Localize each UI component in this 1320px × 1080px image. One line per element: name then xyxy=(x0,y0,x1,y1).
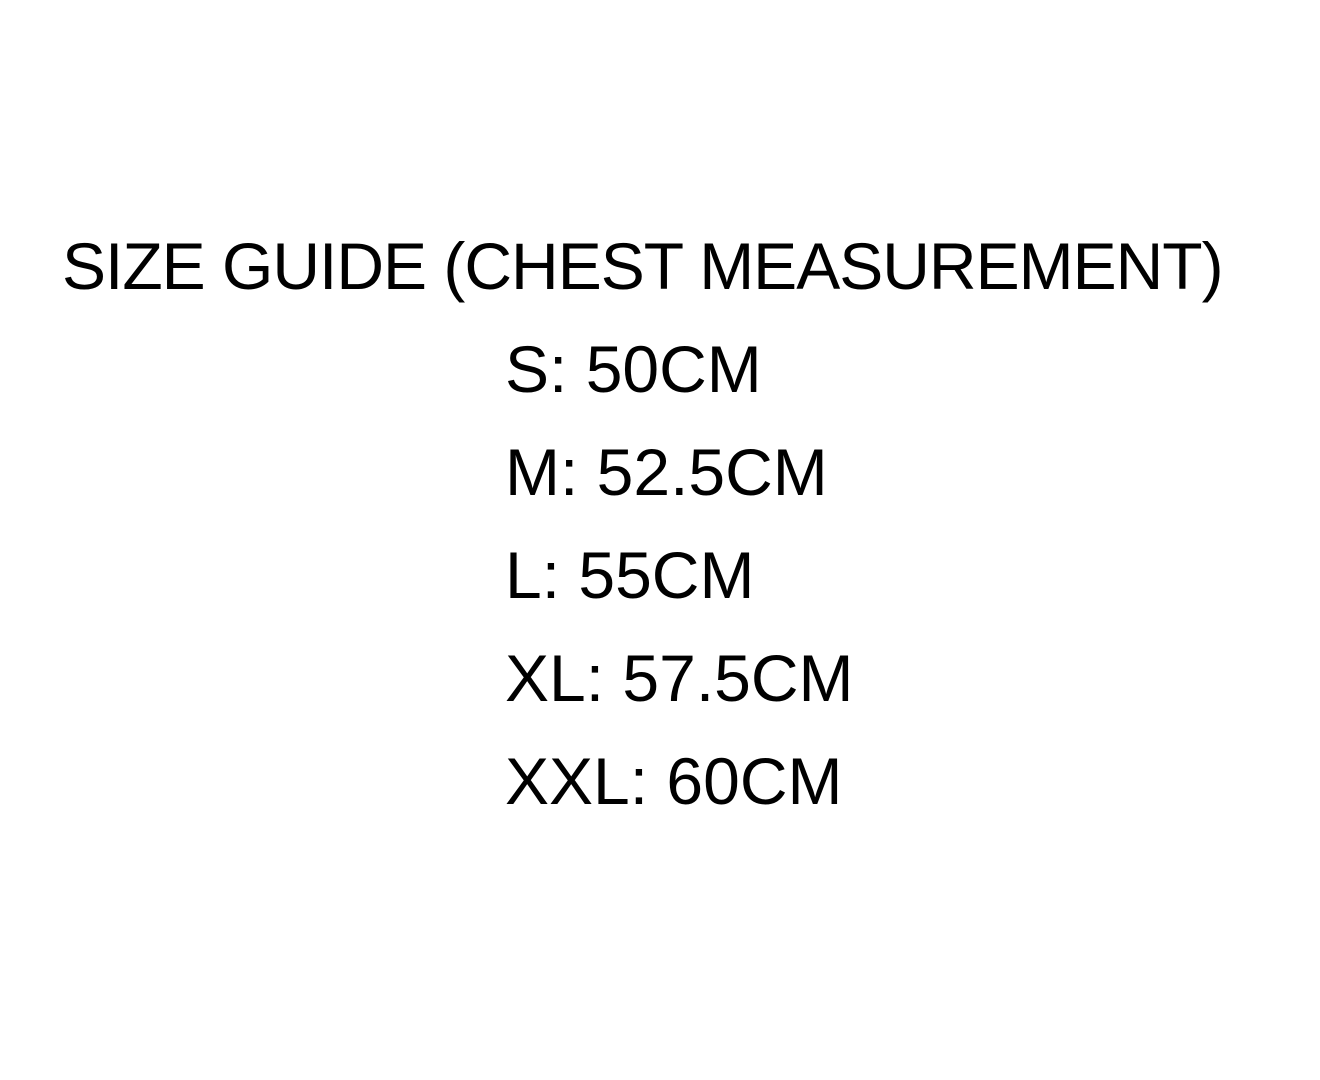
size-entry-xl: XL: 57.5CM xyxy=(505,641,854,715)
size-entry-s: S: 50CM xyxy=(505,332,762,406)
size-guide-title: SIZE GUIDE (CHEST MEASUREMENT) xyxy=(62,229,1223,303)
size-entry-xxl: XXL: 60CM xyxy=(505,744,843,818)
size-entry-l: L: 55CM xyxy=(505,538,755,612)
size-entry-m: M: 52.5CM xyxy=(505,435,828,509)
size-guide-list xyxy=(505,318,854,833)
